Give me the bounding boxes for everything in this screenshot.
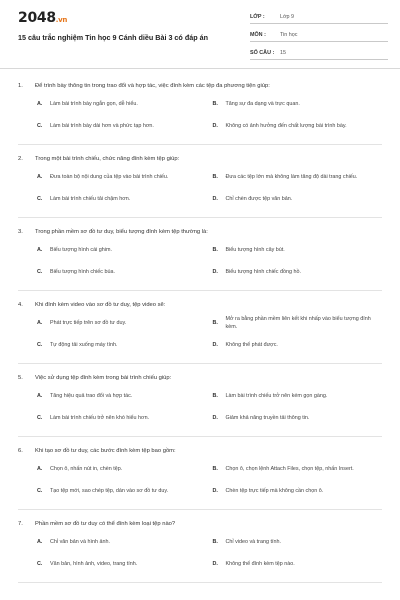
option-letter: B. [212, 393, 218, 400]
option-letter: B. [212, 320, 218, 327]
answer-option[interactable] [37, 167, 207, 189]
option-text: Làm bài trình bày dài hơn và phức tạp hơn. [50, 123, 154, 130]
meta-value: Tin học [280, 31, 298, 38]
meta-row [250, 28, 388, 42]
answer-option[interactable] [37, 240, 207, 262]
meta-key: SỐ CÂU : [250, 49, 275, 56]
option-text: Giảm khả năng truyền tải thông tin. [225, 415, 310, 422]
question-number: 6. [18, 448, 23, 454]
option-text: Chọn ô, nhấn nút in, chèn tệp. [50, 466, 123, 473]
answer-option[interactable] [37, 189, 207, 211]
answer-option[interactable] [213, 189, 383, 211]
answer-option[interactable] [213, 116, 383, 138]
option-grid [18, 459, 382, 503]
question-divider [18, 363, 382, 364]
answer-option[interactable] [213, 408, 383, 430]
answer-option[interactable] [37, 335, 207, 357]
option-letter: D. [212, 123, 218, 130]
answer-option[interactable] [37, 262, 207, 284]
option-letter: C. [37, 123, 43, 130]
option-letter: C. [37, 342, 43, 349]
option-grid [18, 167, 382, 211]
question-number: 7. [18, 521, 23, 527]
question-text [18, 155, 382, 163]
option-letter: C. [37, 269, 43, 276]
question-stem: Khi đính kèm video vào sơ đồ tư duy, tệp video sẽ: [35, 302, 166, 308]
answer-option[interactable] [213, 532, 383, 554]
page-title: 15 câu trắc nghiệm Tin học 9 Cánh diều Bài 3 có đáp án [18, 33, 208, 42]
option-grid [18, 386, 382, 430]
question-stem: Trong một bài trình chiếu, chức năng đính kèm tệp giúp: [35, 156, 180, 162]
answer-option[interactable] [37, 408, 207, 430]
question-divider [18, 582, 382, 583]
question [0, 228, 400, 291]
option-text: Tự động tải xuống máy tính. [50, 342, 118, 349]
option-letter: D. [212, 269, 218, 276]
answer-option[interactable] [37, 481, 207, 503]
option-text: Không có ảnh hưởng đến chất lượng bài trình bày. [225, 123, 347, 130]
question-number: 2. [18, 156, 23, 162]
option-letter: A. [37, 466, 43, 473]
option-letter: B. [212, 247, 218, 254]
answer-option[interactable] [213, 481, 383, 503]
option-text: Phát trực tiếp trên sơ đồ tư duy. [50, 320, 127, 327]
question-text [18, 82, 382, 90]
question-divider [18, 217, 382, 218]
option-letter: C. [37, 415, 43, 422]
answer-option[interactable] [37, 386, 207, 408]
question-divider [18, 144, 382, 145]
option-text: Không thể đính kèm tệp nào. [225, 561, 295, 568]
option-text: Tăng sự đa dạng và trực quan. [225, 101, 300, 108]
option-text: Làm bài trình bày ngắn gọn, dễ hiểu. [50, 101, 138, 108]
question-divider [18, 509, 382, 510]
answer-option[interactable] [213, 459, 383, 481]
option-text: Không thể phát được. [225, 342, 278, 349]
option-letter: D. [212, 488, 218, 495]
option-text: Chỉ chèn được tệp văn bản. [225, 196, 293, 203]
question-stem: Phần mềm sơ đồ tư duy có thể đính kèm loại tệp nào? [35, 521, 176, 527]
option-text: Làm bài trình chiếu tải chậm hơn. [50, 196, 131, 203]
logo-suffix: .vn [55, 16, 68, 24]
question [0, 301, 400, 364]
question-text [18, 301, 382, 309]
question-number: 1. [18, 83, 23, 89]
question [0, 447, 400, 510]
meta-row [250, 46, 388, 60]
question [0, 520, 400, 583]
option-letter: D. [212, 561, 218, 568]
question-number: 4. [18, 302, 23, 308]
option-letter: A. [37, 101, 43, 108]
answer-option[interactable] [37, 532, 207, 554]
meta-value: 15 [280, 49, 286, 56]
question-divider [18, 290, 382, 291]
answer-option[interactable] [37, 116, 207, 138]
option-letter: C. [37, 488, 43, 495]
question-stem: Trong phần mềm sơ đồ tư duy, biểu tượng đính kèm tệp thường là: [35, 229, 208, 235]
option-text: Làm bài trình chiếu trở nên khó hiểu hơn. [50, 415, 150, 422]
option-text: Biểu tượng hình chiếc búa. [50, 269, 115, 276]
option-text: Đưa toàn bộ nội dung của tệp vào bài trình chiếu. [50, 174, 169, 181]
option-letter: D. [212, 196, 218, 203]
meta-value: Lớp 9 [280, 13, 295, 20]
meta-key: MÔN : [250, 31, 266, 38]
site-logo[interactable] [18, 10, 67, 26]
option-grid [18, 532, 382, 576]
question [0, 374, 400, 437]
option-letter: C. [37, 561, 43, 568]
question-text [18, 520, 382, 528]
question [0, 155, 400, 218]
answer-option[interactable] [37, 459, 207, 481]
answer-option[interactable] [37, 554, 207, 576]
option-letter: B. [212, 101, 218, 108]
answer-option[interactable] [213, 554, 383, 576]
option-letter: A. [37, 320, 43, 327]
question-number: 5. [18, 375, 23, 381]
answer-option[interactable] [213, 386, 383, 408]
option-letter: A. [37, 247, 43, 254]
option-letter: B. [212, 466, 218, 473]
option-letter: A. [37, 174, 43, 181]
option-letter: B. [212, 174, 218, 181]
header [0, 0, 400, 66]
option-text: Chọn ô, chọn lệnh Attach Files, chọn tệp, nhấn Insert. [225, 466, 354, 473]
answer-option[interactable] [37, 94, 207, 116]
option-text: Chỉ video và trang tính. [225, 539, 281, 546]
question-divider [18, 436, 382, 437]
question-number: 3. [18, 229, 23, 235]
option-letter: D. [212, 415, 218, 422]
option-grid [18, 313, 382, 357]
question [0, 82, 400, 145]
question-stem: Việc sử dụng tệp đính kèm trong bài trình chiếu giúp: [35, 375, 172, 381]
option-letter: B. [212, 539, 218, 546]
question-text [18, 374, 382, 382]
meta-key: LỚP : [250, 13, 265, 20]
option-letter: D. [212, 342, 218, 349]
meta-panel [250, 10, 388, 64]
header-divider [0, 68, 400, 69]
option-text: Tạo tệp mới, sao chép tệp, dán vào sơ đồ tư duy. [50, 488, 169, 495]
logo-number: 2048 [18, 10, 56, 26]
answer-option[interactable] [213, 262, 383, 284]
option-grid [18, 94, 382, 138]
meta-row [250, 10, 388, 24]
question-text [18, 447, 382, 455]
option-text: Mở ra bằng phần mềm liên kết khi nhấp vào biểu tượng đính kèm. [225, 316, 371, 330]
question-text [18, 228, 382, 236]
answer-option[interactable] [213, 167, 383, 189]
answer-option[interactable] [213, 240, 383, 262]
answer-option[interactable] [213, 335, 383, 357]
option-letter: A. [37, 539, 43, 546]
option-text: Đưa các tệp lớn mà không làm tăng độ dài trang chiếu. [225, 174, 358, 181]
option-text: Chèn tệp trực tiếp mà không cần chọn ô. [225, 488, 324, 495]
answer-option[interactable] [213, 94, 383, 116]
option-grid [18, 240, 382, 284]
option-text: Biểu tượng hình cây bút. [225, 247, 285, 254]
option-text: Văn bản, hình ảnh, video, trang tính. [50, 561, 138, 568]
answer-option[interactable] [37, 313, 207, 335]
option-text: Tăng hiệu quả trao đổi và hợp tác. [50, 393, 133, 400]
answer-option[interactable] [213, 313, 383, 335]
question-list [0, 72, 400, 583]
option-text: Biểu tượng hình cái ghim. [50, 247, 112, 254]
option-text: Làm bài trình chiếu trở nên kém gọn gàng. [225, 393, 328, 400]
option-text: Chỉ văn bản và hình ảnh. [50, 539, 110, 546]
question-stem: Để trình bày thông tin trong trao đổi và hợp tác, việc đính kèm các tệp đa phương tiện giúp: [35, 83, 270, 89]
option-letter: C. [37, 196, 43, 203]
question-stem: Khi tạo sơ đồ tư duy, các bước đính kèm tệp bao gồm: [35, 448, 176, 454]
option-text: Biểu tượng hình chiếc đồng hồ. [225, 269, 301, 276]
option-letter: A. [37, 393, 43, 400]
